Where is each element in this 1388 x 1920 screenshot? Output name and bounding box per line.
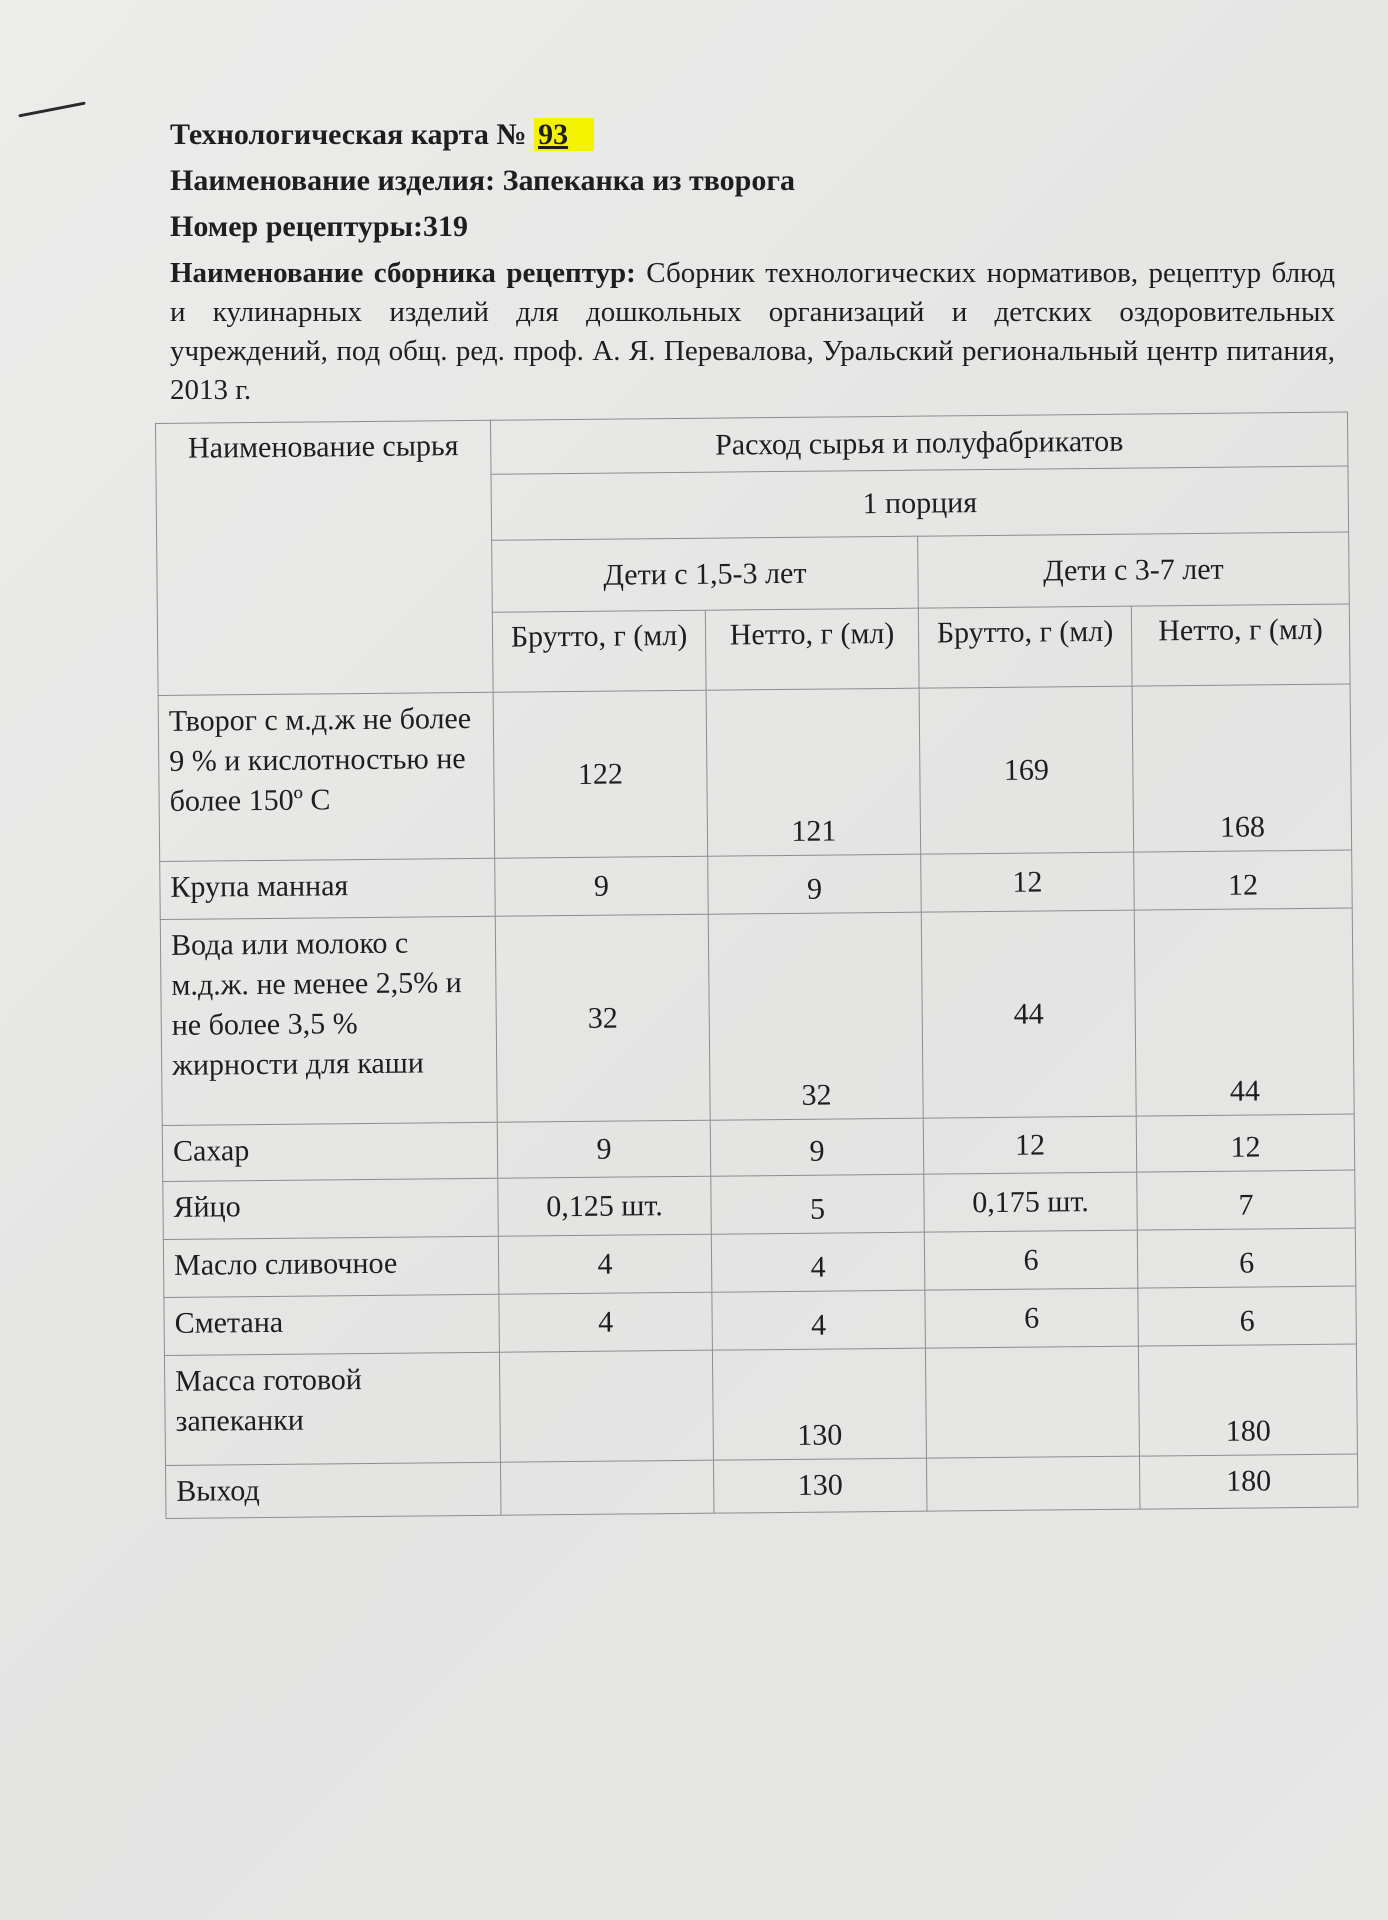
- ingredient-name: Творог с м.д.ж не более 9 % и кислотностью не более 150º С: [158, 692, 495, 861]
- cell-brutto-2: [926, 1456, 1139, 1511]
- cell-netto-1: 5: [711, 1174, 925, 1234]
- col-header-group-2: Дети с 3-7 лет: [918, 532, 1350, 608]
- cell-netto-2: 12: [1136, 1114, 1355, 1172]
- cell-netto-2: 180: [1139, 1454, 1357, 1509]
- cell-brutto-2: [925, 1346, 1139, 1458]
- cell-netto-2: 6: [1137, 1228, 1356, 1288]
- cell-netto-1: 130: [713, 1458, 926, 1513]
- cell-brutto-2: 6: [925, 1288, 1139, 1348]
- cell-brutto-1: 122: [493, 690, 708, 858]
- collection-description: [170, 254, 1335, 410]
- cell-netto-2: 44: [1134, 908, 1354, 1116]
- card-title: [170, 112, 1335, 158]
- col-header-netto-1: Нетто, г (мл): [705, 608, 919, 690]
- recipe-number: Номер рецептуры:319: [170, 210, 469, 243]
- collection-label: Наименование сборника рецептур:: [170, 257, 636, 289]
- cell-netto-1: 130: [712, 1348, 926, 1460]
- ingredient-name: Сахар: [162, 1122, 498, 1181]
- cell-brutto-1: 9: [495, 856, 709, 916]
- cell-netto-1: 9: [710, 1118, 924, 1176]
- cell-netto-2: 6: [1138, 1286, 1357, 1346]
- col-header-brutto-1: Брутто, г (мл): [492, 610, 706, 692]
- col-header-brutto-2: Брутто, г (мл): [918, 606, 1132, 688]
- cell-brutto-1: 9: [497, 1120, 711, 1178]
- ingredient-name: Выход: [166, 1462, 501, 1518]
- cell-brutto-1: [500, 1460, 713, 1515]
- cell-netto-2: 180: [1138, 1344, 1357, 1456]
- recipe-table: [155, 412, 1358, 1519]
- ingredient-name: Масло сливочное: [163, 1236, 499, 1297]
- ingredient-name: Яйцо: [163, 1178, 499, 1239]
- cell-brutto-2: 0,175 шт.: [924, 1172, 1138, 1232]
- card-number-highlight: 93: [534, 118, 594, 151]
- col-header-netto-2: Нетто, г (мл): [1131, 604, 1350, 686]
- cell-netto-2: 12: [1134, 850, 1353, 910]
- ingredient-name: Вода или молоко с м.д.ж. не менее 2,5% и не более 3,5 % жирности для каши: [160, 916, 497, 1125]
- ingredient-name: Масса готовой запеканки: [164, 1352, 500, 1465]
- cell-netto-2: 168: [1132, 684, 1352, 852]
- cell-brutto-2: 44: [921, 910, 1136, 1118]
- table-row: [166, 1454, 1358, 1518]
- col-header-consumption: Расход сырья и полуфабрикатов: [490, 412, 1347, 474]
- cell-brutto-1: 4: [498, 1234, 712, 1294]
- cell-brutto-2: 6: [924, 1230, 1138, 1290]
- cell-netto-1: 121: [706, 688, 921, 856]
- cell-brutto-2: 12: [921, 852, 1135, 912]
- cell-brutto-1: 4: [499, 1292, 713, 1352]
- col-header-portion: 1 порция: [491, 466, 1349, 540]
- col-header-group-1: Дети с 1,5-3 лет: [492, 536, 919, 612]
- cell-netto-1: 4: [711, 1232, 925, 1292]
- cell-brutto-1: 32: [495, 914, 710, 1122]
- cell-brutto-2: 12: [923, 1116, 1137, 1174]
- cell-netto-1: 32: [708, 912, 923, 1120]
- cell-netto-2: 7: [1137, 1170, 1356, 1230]
- document-header: [170, 112, 1335, 410]
- product-name: Наименование изделия: Запеканка из творога: [170, 164, 795, 197]
- ingredient-name: Крупа манная: [160, 858, 496, 919]
- table-row: [158, 684, 1352, 861]
- cell-brutto-1: 0,125 шт.: [498, 1176, 712, 1236]
- table-row: [164, 1344, 1357, 1465]
- card-label: Технологическая карта №: [170, 118, 527, 151]
- table-row: [160, 908, 1354, 1125]
- cell-netto-1: 9: [708, 854, 922, 914]
- cell-brutto-2: 169: [919, 686, 1134, 854]
- cell-brutto-1: [499, 1350, 713, 1462]
- ingredient-name: Сметана: [164, 1294, 500, 1355]
- pen-mark: [18, 102, 85, 118]
- col-header-name: Наименование сырья: [156, 420, 494, 695]
- cell-netto-1: 4: [712, 1290, 926, 1350]
- collection-text: Сборник технологических нормативов, рецептур блюд и кулинарных изделий для дошкольных организаций и детских оздоровительных учреждений, под общ. ред. проф. А. Я. Перевалова, Уральский региональный центр питания, 2013 г.: [170, 257, 1335, 406]
